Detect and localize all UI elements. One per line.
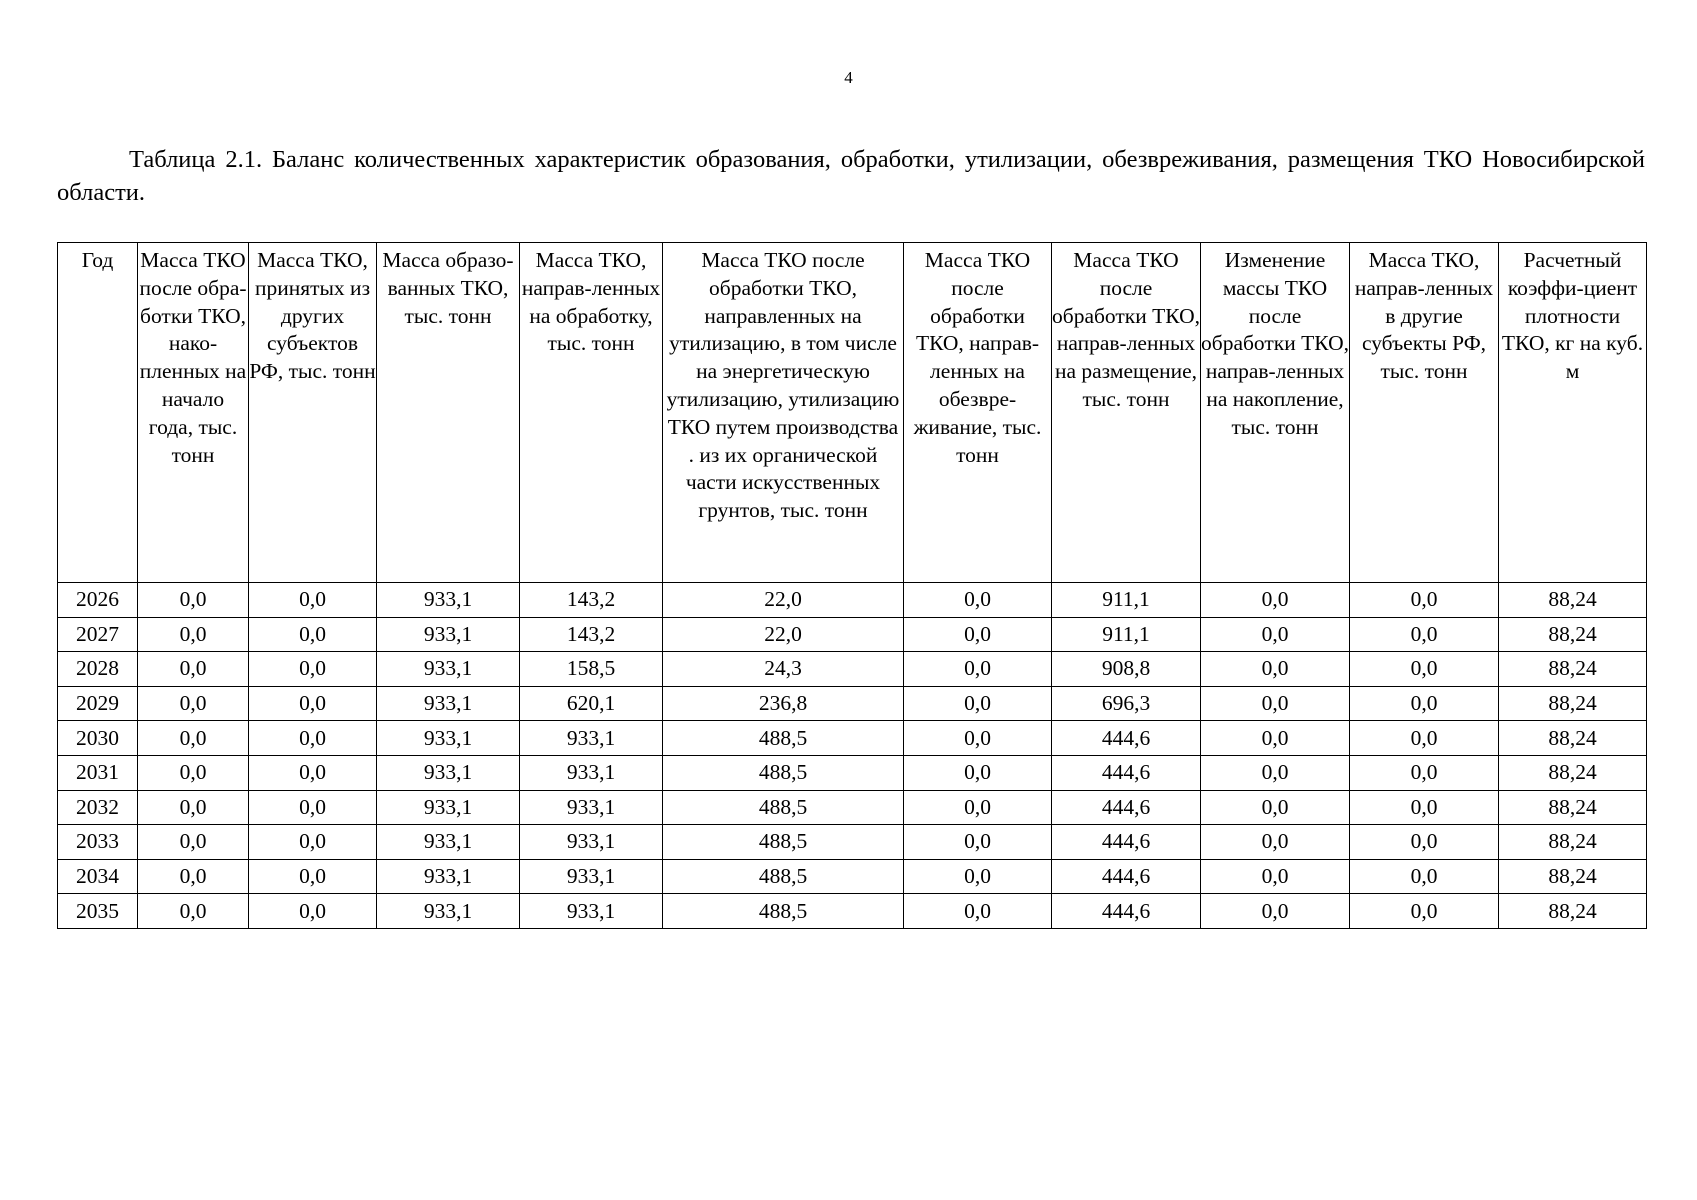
value-cell: 88,24 — [1499, 721, 1647, 756]
year-cell: 2033 — [58, 825, 138, 860]
value-cell: 0,0 — [1201, 686, 1350, 721]
table-row — [58, 859, 1647, 894]
value-cell: 933,1 — [377, 686, 520, 721]
value-cell: 88,24 — [1499, 859, 1647, 894]
value-cell: 0,0 — [904, 721, 1052, 756]
table-header — [58, 243, 1647, 583]
value-cell: 933,1 — [520, 721, 663, 756]
value-cell: 88,24 — [1499, 686, 1647, 721]
value-cell: 0,0 — [138, 583, 249, 618]
header-density-coefficient: Расчетный коэффи-циент плотности ТКО, кг на куб. м — [1499, 243, 1647, 583]
value-cell: 933,1 — [377, 583, 520, 618]
value-cell: 0,0 — [249, 652, 377, 687]
value-cell: 0,0 — [904, 859, 1052, 894]
value-cell: 0,0 — [1201, 790, 1350, 825]
table-row — [58, 617, 1647, 652]
value-cell: 933,1 — [377, 755, 520, 790]
year-cell: 2026 — [58, 583, 138, 618]
header-sent-other-regions: Масса ТКО, направ-ленных в другие субъекты РФ, тыс. тонн — [1350, 243, 1499, 583]
value-cell: 933,1 — [520, 790, 663, 825]
table-row — [58, 755, 1647, 790]
value-cell: 0,0 — [138, 652, 249, 687]
header-neutralization: Масса ТКО после обработки ТКО, направ-ленных на обезвре-живание, тыс. тонн — [904, 243, 1052, 583]
year-cell: 2035 — [58, 894, 138, 929]
year-cell: 2031 — [58, 755, 138, 790]
value-cell: 620,1 — [520, 686, 663, 721]
value-cell: 0,0 — [1201, 652, 1350, 687]
value-cell: 933,1 — [377, 894, 520, 929]
value-cell: 933,1 — [377, 790, 520, 825]
header-generated: Масса образо-ванных ТКО, тыс. тонн — [377, 243, 520, 583]
value-cell: 0,0 — [1201, 755, 1350, 790]
value-cell: 488,5 — [663, 755, 904, 790]
value-cell: 933,1 — [377, 859, 520, 894]
balance-table — [57, 242, 1647, 929]
value-cell: 0,0 — [1201, 583, 1350, 618]
value-cell: 933,1 — [377, 617, 520, 652]
value-cell: 488,5 — [663, 859, 904, 894]
value-cell: 0,0 — [904, 755, 1052, 790]
year-cell: 2032 — [58, 790, 138, 825]
value-cell: 0,0 — [1350, 825, 1499, 860]
value-cell: 908,8 — [1052, 652, 1201, 687]
value-cell: 0,0 — [249, 894, 377, 929]
value-cell: 24,3 — [663, 652, 904, 687]
value-cell: 88,24 — [1499, 894, 1647, 929]
value-cell: 0,0 — [1201, 825, 1350, 860]
value-cell: 444,6 — [1052, 894, 1201, 929]
table-row — [58, 652, 1647, 687]
value-cell: 0,0 — [138, 894, 249, 929]
value-cell: 444,6 — [1052, 721, 1201, 756]
value-cell: 0,0 — [249, 790, 377, 825]
value-cell: 0,0 — [904, 583, 1052, 618]
value-cell: 0,0 — [249, 583, 377, 618]
value-cell: 0,0 — [1350, 790, 1499, 825]
value-cell: 0,0 — [138, 825, 249, 860]
value-cell: 158,5 — [520, 652, 663, 687]
value-cell: 444,6 — [1052, 790, 1201, 825]
value-cell: 88,24 — [1499, 652, 1647, 687]
value-cell: 0,0 — [138, 790, 249, 825]
value-cell: 0,0 — [249, 859, 377, 894]
value-cell: 488,5 — [663, 894, 904, 929]
value-cell: 933,1 — [520, 894, 663, 929]
value-cell: 0,0 — [1201, 617, 1350, 652]
year-cell: 2027 — [58, 617, 138, 652]
value-cell: 0,0 — [1201, 894, 1350, 929]
value-cell: 0,0 — [1350, 686, 1499, 721]
value-cell: 0,0 — [904, 790, 1052, 825]
value-cell: 0,0 — [138, 859, 249, 894]
header-placement: Масса ТКО после обработки ТКО, направ-ленных на размещение, тыс. тонн — [1052, 243, 1201, 583]
table-caption: Таблица 2.1. Баланс количественных характеристик образования, обработки, утилизации, обезвреживания, размещения ТКО Новосибирской области. — [57, 146, 1645, 206]
table-row — [58, 825, 1647, 860]
table-row — [58, 583, 1647, 618]
header-accumulation-change: Изменение массы ТКО после обработки ТКО, направ-ленных на накопление, тыс. тонн — [1201, 243, 1350, 583]
year-cell: 2029 — [58, 686, 138, 721]
value-cell: 911,1 — [1052, 583, 1201, 618]
value-cell: 488,5 — [663, 721, 904, 756]
value-cell: 0,0 — [138, 617, 249, 652]
table-row — [58, 721, 1647, 756]
header-year: Год — [58, 243, 138, 583]
value-cell: 0,0 — [1350, 583, 1499, 618]
value-cell: 0,0 — [904, 825, 1052, 860]
value-cell: 88,24 — [1499, 617, 1647, 652]
value-cell: 933,1 — [377, 652, 520, 687]
table-body — [58, 583, 1647, 929]
value-cell: 0,0 — [249, 825, 377, 860]
value-cell: 0,0 — [249, 617, 377, 652]
value-cell: 236,8 — [663, 686, 904, 721]
value-cell: 0,0 — [904, 617, 1052, 652]
page-number: 4 — [844, 68, 853, 87]
header-accumulated-start: Масса ТКО после обра-ботки ТКО, нако-пленных на начало года, тыс. тонн — [138, 243, 249, 583]
value-cell: 88,24 — [1499, 790, 1647, 825]
value-cell: 933,1 — [520, 755, 663, 790]
value-cell: 933,1 — [520, 825, 663, 860]
value-cell: 0,0 — [249, 755, 377, 790]
value-cell: 22,0 — [663, 617, 904, 652]
value-cell: 696,3 — [1052, 686, 1201, 721]
value-cell: 0,0 — [904, 652, 1052, 687]
value-cell: 933,1 — [377, 721, 520, 756]
value-cell: 143,2 — [520, 617, 663, 652]
value-cell: 88,24 — [1499, 755, 1647, 790]
value-cell: 0,0 — [904, 686, 1052, 721]
value-cell: 0,0 — [1350, 652, 1499, 687]
value-cell: 444,6 — [1052, 825, 1201, 860]
value-cell: 22,0 — [663, 583, 904, 618]
value-cell: 488,5 — [663, 790, 904, 825]
header-row — [58, 243, 1647, 583]
table-row — [58, 790, 1647, 825]
value-cell: 88,24 — [1499, 583, 1647, 618]
value-cell: 0,0 — [1201, 859, 1350, 894]
header-received-other-regions: Масса ТКО, принятых из других субъектов РФ, тыс. тонн — [249, 243, 377, 583]
table-row — [58, 686, 1647, 721]
value-cell: 0,0 — [138, 755, 249, 790]
value-cell: 143,2 — [520, 583, 663, 618]
value-cell: 0,0 — [138, 686, 249, 721]
value-cell: 444,6 — [1052, 859, 1201, 894]
year-cell: 2028 — [58, 652, 138, 687]
value-cell: 0,0 — [249, 721, 377, 756]
value-cell: 0,0 — [249, 686, 377, 721]
value-cell: 933,1 — [377, 825, 520, 860]
value-cell: 0,0 — [1350, 859, 1499, 894]
value-cell: 488,5 — [663, 825, 904, 860]
year-cell: 2030 — [58, 721, 138, 756]
header-utilization: Масса ТКО после обработки ТКО, направленных на утилизацию, в том числе на энергетическую утилизацию, утилизацию ТКО путем производства . из их органической части искусственных грунтов, тыс. тонн — [663, 243, 904, 583]
header-sent-to-processing: Масса ТКО, направ-ленных на обработку, тыс. тонн — [520, 243, 663, 583]
value-cell: 933,1 — [520, 859, 663, 894]
value-cell: 0,0 — [1350, 721, 1499, 756]
value-cell: 88,24 — [1499, 825, 1647, 860]
value-cell: 0,0 — [1350, 617, 1499, 652]
value-cell: 444,6 — [1052, 755, 1201, 790]
value-cell: 0,0 — [1350, 755, 1499, 790]
value-cell: 0,0 — [138, 721, 249, 756]
value-cell: 0,0 — [1350, 894, 1499, 929]
value-cell: 0,0 — [904, 894, 1052, 929]
value-cell: 911,1 — [1052, 617, 1201, 652]
table-row — [58, 894, 1647, 929]
year-cell: 2034 — [58, 859, 138, 894]
value-cell: 0,0 — [1201, 721, 1350, 756]
